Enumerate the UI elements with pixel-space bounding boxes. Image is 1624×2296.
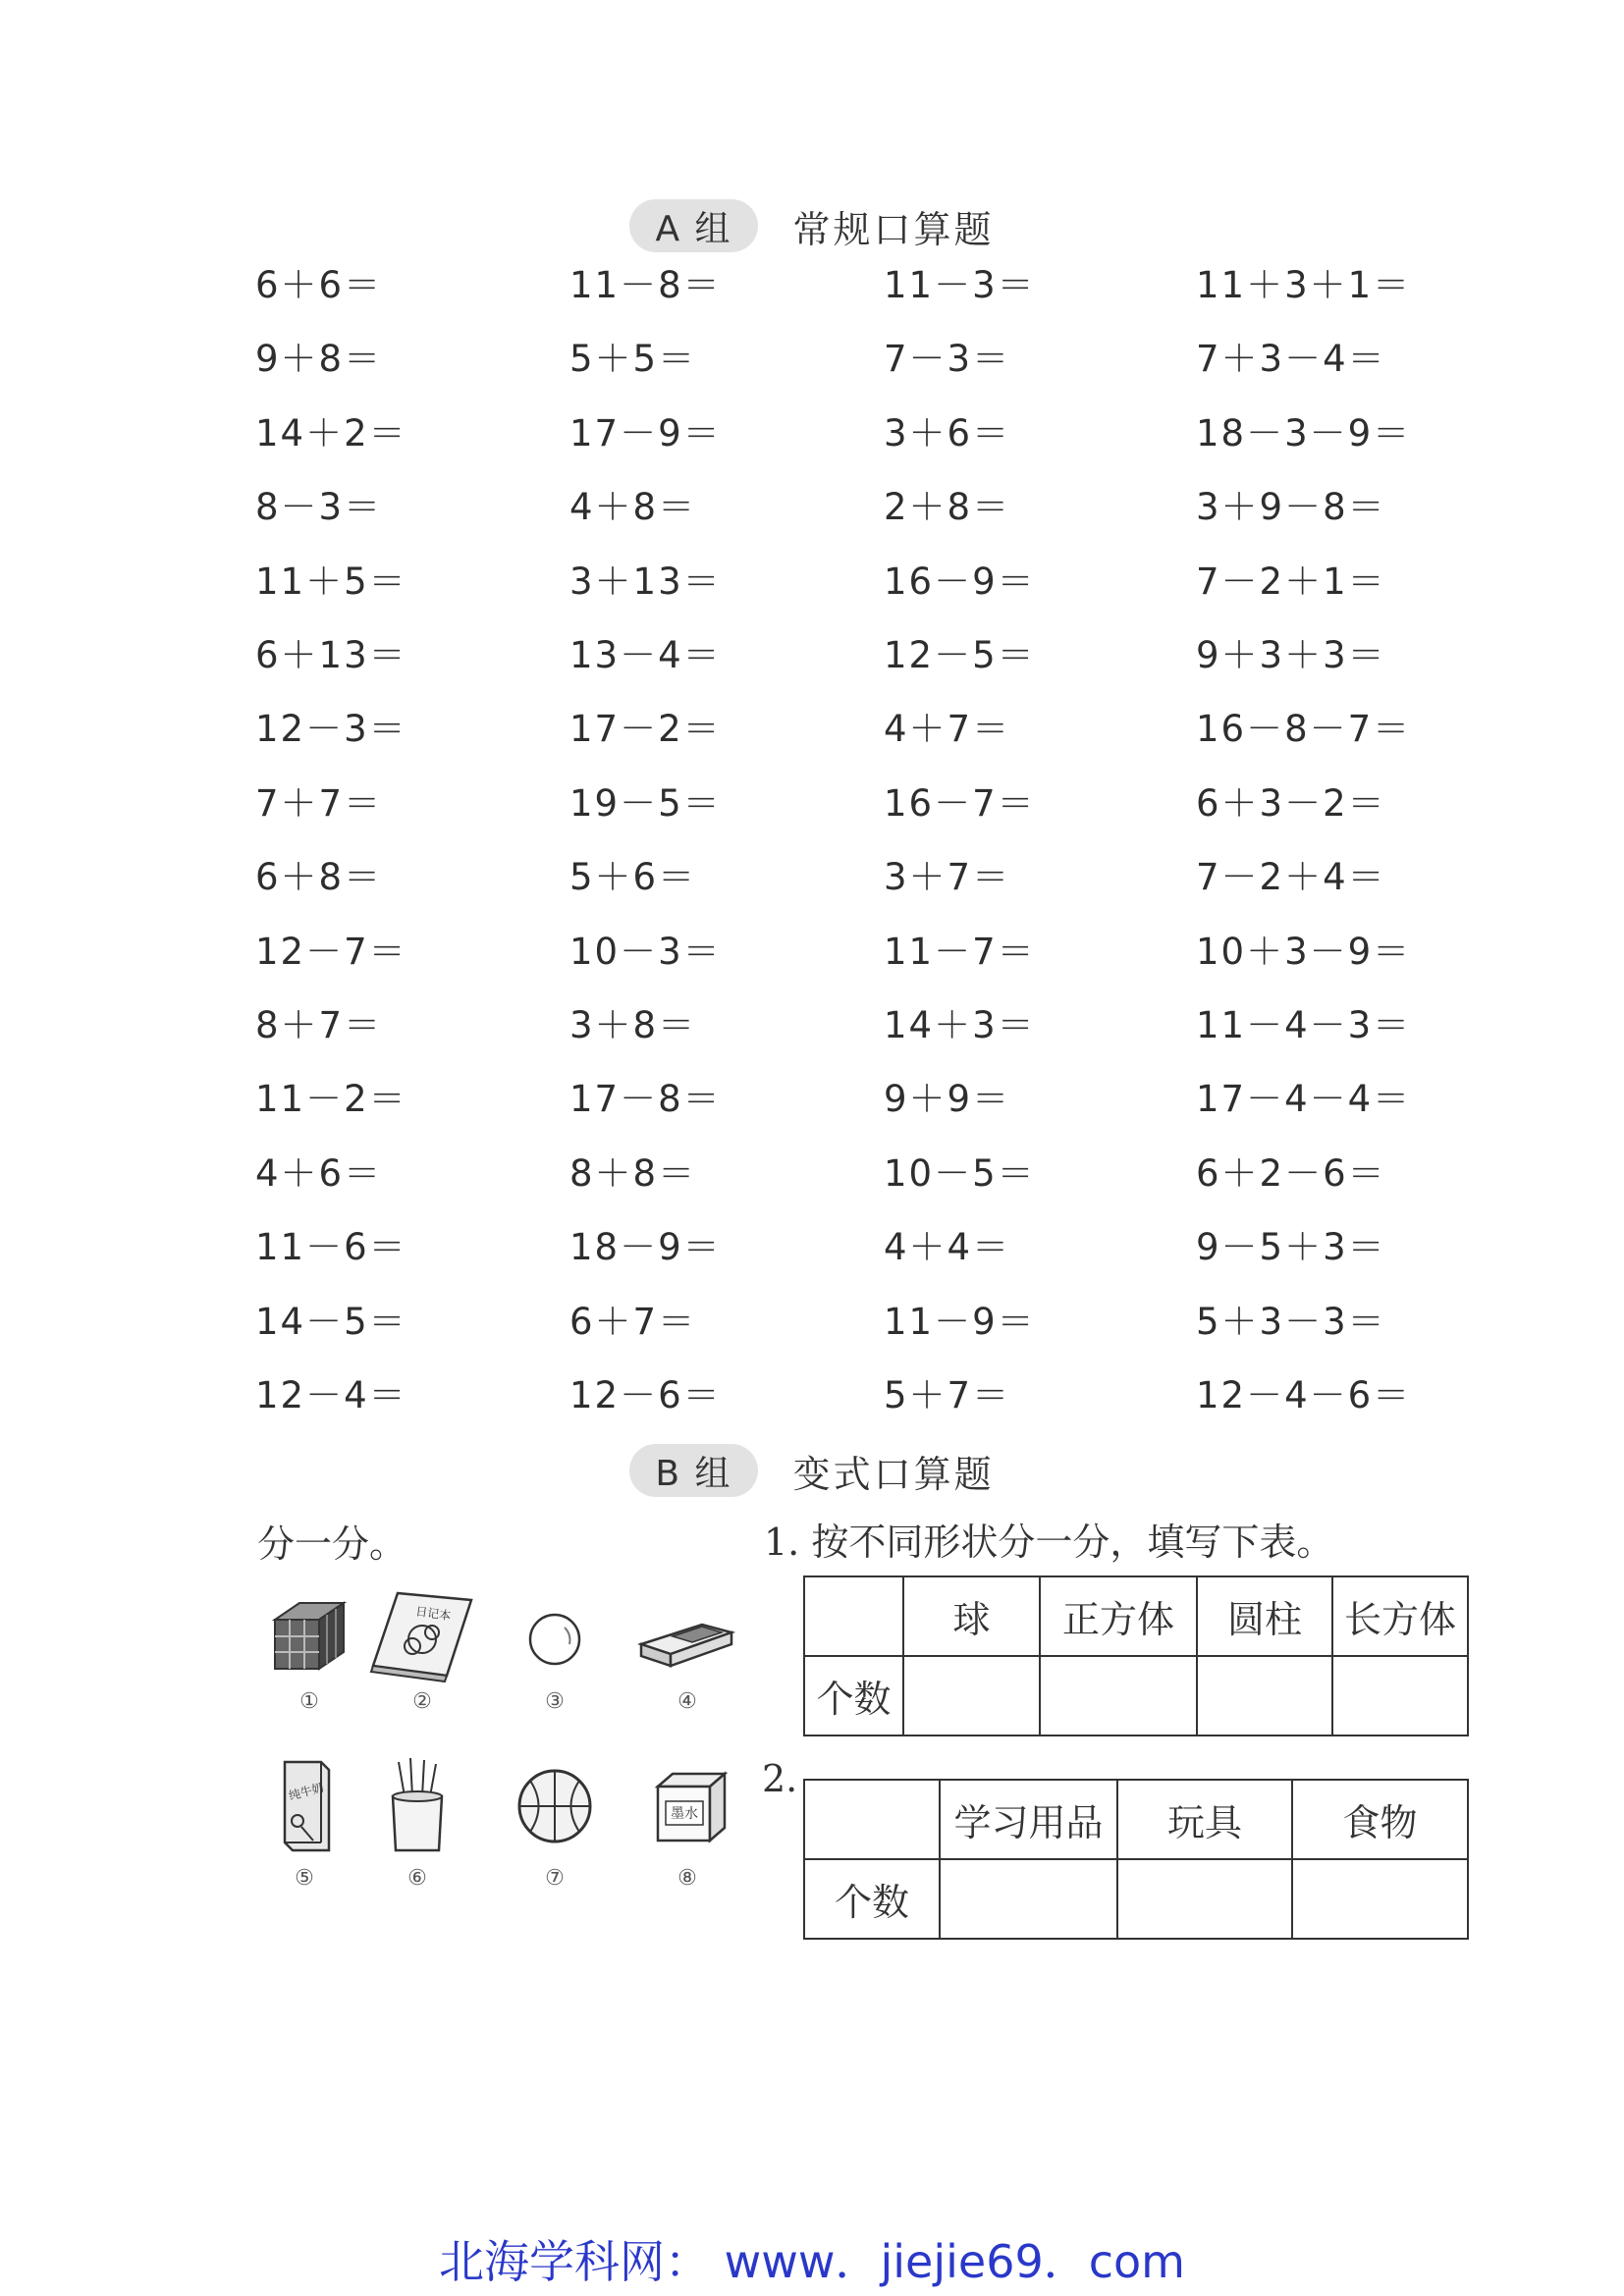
problem-r10-c2: 10－3＝ [569,930,722,973]
item-number: ④ [677,1689,697,1714]
problem-r6-c2: 13－4＝ [569,634,722,676]
problem-r16-c3: 5＋7＝ [884,1374,1011,1416]
table-corner-cell [804,1780,940,1859]
item-milk-box [245,1752,363,1899]
item-ball [496,1595,614,1742]
problem-r5-c2: 3＋13＝ [569,560,722,603]
problem-r7-c3: 4＋7＝ [884,708,1011,751]
header-cuboid: 长方体 [1332,1576,1468,1656]
ink-box-icon [638,1752,736,1860]
item-number: ③ [545,1689,565,1714]
problem-r1-c4: 11＋3＋1＝ [1196,264,1412,306]
problem-r6-c1: 6＋13＝ [255,634,407,676]
problem-r4-c3: 2＋8＝ [884,486,1011,529]
problem-r10-c3: 11－7＝ [884,930,1036,973]
problem-r12-c1: 11－2＝ [255,1078,407,1121]
rubiks-cube-icon [265,1595,353,1683]
answer-cell[interactable] [1197,1656,1332,1735]
problem-r7-c2: 17－2＝ [569,708,722,751]
problem-r8-c2: 19－5＝ [569,781,722,825]
problem-r16-c2: 12－6＝ [569,1374,722,1416]
problem-r12-c4: 17－4－4＝ [1196,1078,1412,1121]
problem-r4-c4: 3＋9－8＝ [1196,486,1386,529]
header-food: 食物 [1292,1780,1468,1859]
category-sort-table [803,1779,1469,1940]
problem-r13-c2: 8＋8＝ [569,1151,697,1195]
problem-r10-c4: 10＋3－9＝ [1196,930,1412,973]
problem-r9-c3: 3＋7＝ [884,856,1011,899]
basketball-icon [506,1752,604,1860]
problem-r11-c4: 11－4－3＝ [1196,1004,1412,1046]
problem-r2-c1: 9＋8＝ [255,338,383,381]
section-b-title: 变式口算题 [792,1452,995,1496]
item-number: ⑤ [295,1866,314,1891]
header-toys: 玩具 [1117,1780,1292,1859]
problem-r3-c4: 18－3－9＝ [1196,411,1412,454]
problem-r14-c4: 9－5＋3＝ [1196,1226,1386,1269]
problem-r14-c3: 4＋4＝ [884,1226,1011,1269]
answer-cell[interactable] [940,1859,1117,1939]
problem-r15-c1: 14－5＝ [255,1300,407,1343]
problem-r1-c3: 11－3＝ [884,264,1036,306]
milk-box-icon [260,1752,349,1860]
item-number: ② [412,1689,432,1714]
problem-r13-c3: 10－5＝ [884,1151,1036,1195]
section-b-header [0,1441,1624,1500]
item-number: ⑦ [545,1866,565,1891]
problem-r15-c3: 11－9＝ [884,1300,1036,1343]
header-cube: 正方体 [1040,1576,1197,1656]
problem-r16-c4: 12－4－6＝ [1196,1374,1412,1416]
problem-r9-c4: 7－2＋4＝ [1196,856,1386,899]
pencil-cup-icon [373,1752,461,1860]
problem-r9-c2: 5＋6＝ [569,856,697,899]
problem-r2-c2: 5＋5＝ [569,338,697,381]
problem-r13-c1: 4＋6＝ [255,1151,383,1195]
milk-label: 纯牛奶 [287,1780,326,1803]
header-ball: 球 [903,1576,1040,1656]
problem-r15-c4: 5＋3－3＝ [1196,1300,1386,1343]
problem-r3-c1: 14＋2＝ [255,411,407,454]
ink-label: 墨水 [671,1806,698,1822]
item-ink-box [628,1752,746,1899]
question-1-text: 1. 按不同形状分一分，填写下表。 [764,1521,1334,1564]
section-a-header [0,196,1624,255]
footer-website: 北海学科网： www．jiejie69．com [439,2235,1185,2288]
answer-cell[interactable] [1292,1859,1468,1939]
problem-r9-c1: 6＋8＝ [255,856,383,899]
problem-r11-c1: 8＋7＝ [255,1004,383,1046]
problem-r5-c1: 11＋5＝ [255,560,407,603]
row-label-count: 个数 [804,1859,940,1939]
problem-r11-c3: 14＋3＝ [884,1004,1036,1046]
item-eraser [628,1595,746,1742]
answer-cell[interactable] [1117,1859,1292,1939]
problem-r15-c2: 6＋7＝ [569,1300,697,1343]
ball-icon [511,1595,599,1683]
problem-r3-c2: 17－9＝ [569,411,722,454]
problem-r16-c1: 12－4＝ [255,1374,407,1416]
header-stationery: 学习用品 [940,1780,1117,1859]
shape-sort-table [803,1575,1469,1736]
problem-r12-c2: 17－8＝ [569,1078,722,1121]
problem-r7-c1: 12－3＝ [255,708,407,751]
problem-r5-c4: 7－2＋1＝ [1196,560,1386,603]
sort-intro: 分一分。 [257,1522,407,1566]
answer-cell[interactable] [1040,1656,1197,1735]
group-b-pill: B 组 [629,1444,757,1497]
notebook-label: 日记本 [414,1604,453,1624]
problem-r12-c3: 9＋9＝ [884,1078,1011,1121]
problem-r8-c1: 7＋7＝ [255,781,383,825]
item-basketball [496,1752,614,1899]
problem-r2-c3: 7－3＝ [884,338,1011,381]
problem-r6-c4: 9＋3＋3＝ [1196,634,1386,676]
problem-r7-c4: 16－8－7＝ [1196,708,1412,751]
problem-r1-c2: 11－8＝ [569,264,722,306]
header-cylinder: 圆柱 [1197,1576,1332,1656]
problem-r11-c2: 3＋8＝ [569,1004,697,1046]
notebook-icon [368,1585,476,1683]
item-notebook [363,1585,481,1733]
problem-r10-c1: 12－7＝ [255,930,407,973]
problem-r14-c1: 11－6＝ [255,1226,407,1269]
item-rubiks-cube [250,1595,368,1742]
problem-r8-c3: 16－7＝ [884,781,1036,825]
item-number: ⑥ [407,1866,427,1891]
problem-r3-c3: 3＋6＝ [884,411,1011,454]
problem-grid-a [255,255,1473,1423]
problem-r1-c1: 6＋6＝ [255,264,383,306]
group-a-pill: A 组 [629,199,757,252]
eraser-icon [633,1595,741,1683]
problem-r4-c2: 4＋8＝ [569,486,697,529]
problem-r5-c3: 16－9＝ [884,560,1036,603]
problem-r13-c4: 6＋2－6＝ [1196,1151,1386,1195]
question-2-text: 2. [762,1757,798,1800]
problem-r2-c4: 7＋3－4＝ [1196,338,1386,381]
item-number: ① [299,1689,319,1714]
answer-cell[interactable] [903,1656,1040,1735]
problem-r6-c3: 12－5＝ [884,634,1036,676]
row-label-count: 个数 [804,1656,903,1735]
item-pencil-cup [358,1752,476,1899]
section-a-title: 常规口算题 [792,207,995,251]
table-corner-cell [804,1576,903,1656]
item-number: ⑧ [677,1866,697,1891]
answer-cell[interactable] [1332,1656,1468,1735]
problem-r14-c2: 18－9＝ [569,1226,722,1269]
problem-r4-c1: 8－3＝ [255,486,383,529]
problem-r8-c4: 6＋3－2＝ [1196,781,1386,825]
